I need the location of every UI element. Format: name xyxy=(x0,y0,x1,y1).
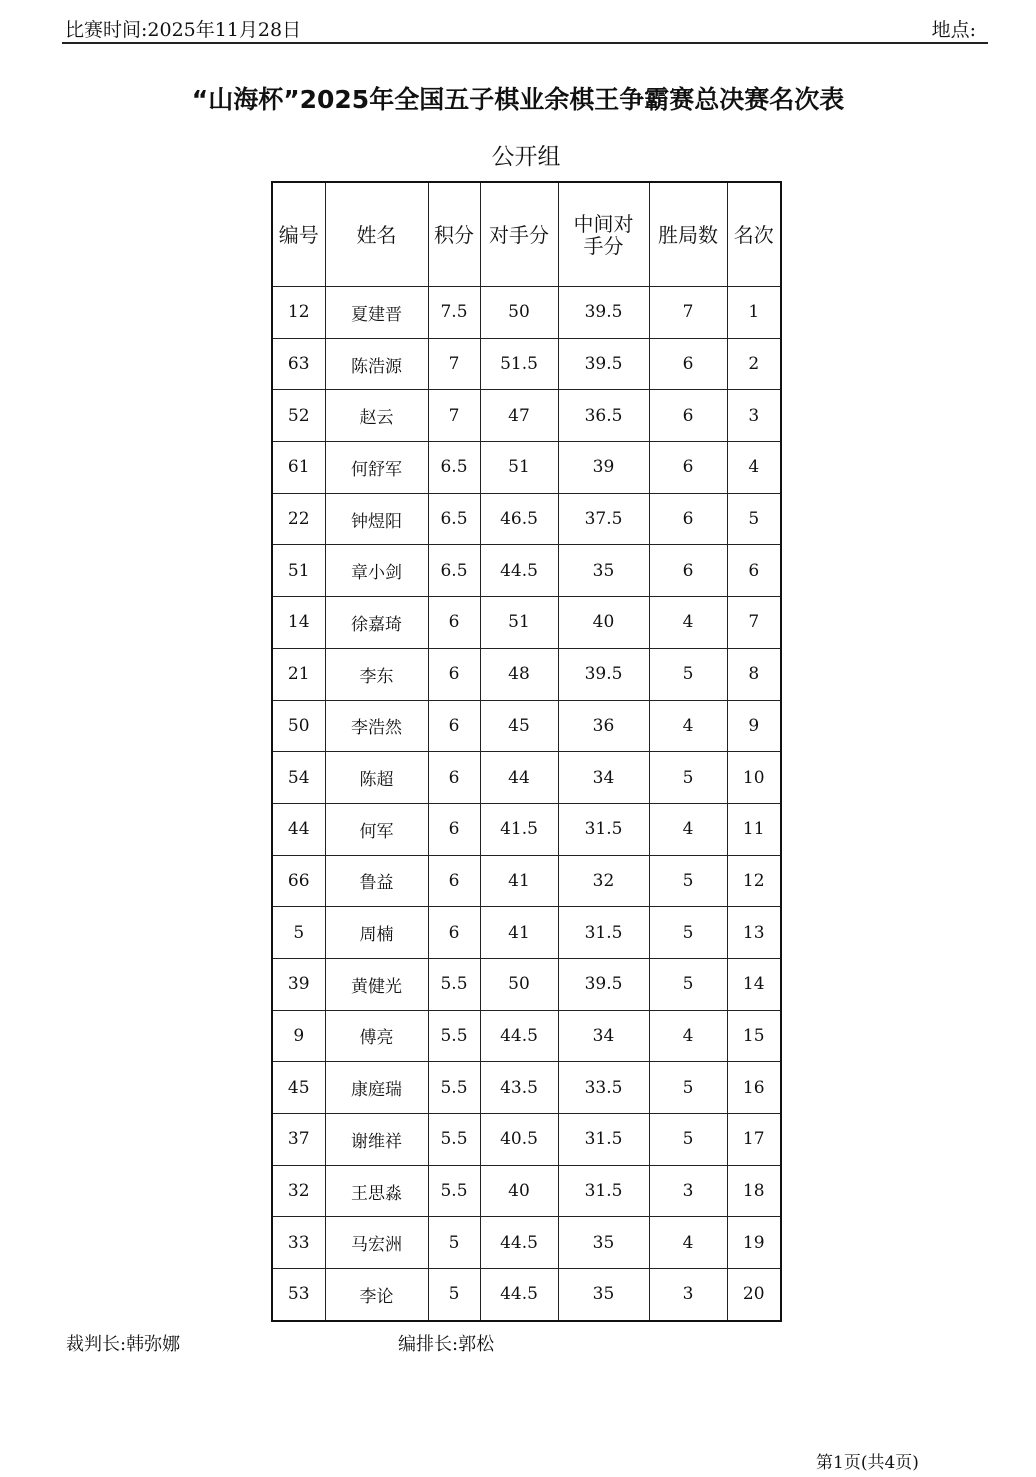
cell-median-opponent-score: 35 xyxy=(558,545,649,597)
cell-rank: 4 xyxy=(727,442,781,494)
cell-opponent-score: 51 xyxy=(480,442,558,494)
cell-rank: 1 xyxy=(727,287,781,339)
cell-score: 6 xyxy=(428,803,480,855)
cell-rank: 2 xyxy=(727,338,781,390)
table-row xyxy=(272,545,781,597)
table-row xyxy=(272,958,781,1010)
cell-wins: 4 xyxy=(649,1010,727,1062)
cell-rank: 7 xyxy=(727,597,781,649)
cell-name: 李论 xyxy=(325,1269,428,1321)
cell-score: 6.5 xyxy=(428,493,480,545)
cell-name: 夏建晋 xyxy=(325,287,428,339)
page-header xyxy=(62,12,988,44)
cell-name: 谢维祥 xyxy=(325,1114,428,1166)
table-row xyxy=(272,752,781,804)
cell-median-opponent-score: 31.5 xyxy=(558,803,649,855)
cell-number: 53 xyxy=(272,1269,325,1321)
cell-name: 李浩然 xyxy=(325,700,428,752)
cell-score: 6 xyxy=(428,907,480,959)
table-row xyxy=(272,442,781,494)
cell-name: 陈浩源 xyxy=(325,338,428,390)
cell-score: 5.5 xyxy=(428,1062,480,1114)
table-row xyxy=(272,1217,781,1269)
cell-score: 6 xyxy=(428,752,480,804)
cell-number: 66 xyxy=(272,855,325,907)
cell-opponent-score: 41.5 xyxy=(480,803,558,855)
table-row xyxy=(272,1114,781,1166)
cell-wins: 5 xyxy=(649,958,727,1010)
match-location: 地点: xyxy=(931,19,976,41)
cell-name: 鲁益 xyxy=(325,855,428,907)
cell-score: 5 xyxy=(428,1217,480,1269)
cell-opponent-score: 45 xyxy=(480,700,558,752)
cell-median-opponent-score: 33.5 xyxy=(558,1062,649,1114)
table-row xyxy=(272,493,781,545)
cell-opponent-score: 48 xyxy=(480,648,558,700)
col-header-median-opponent-score xyxy=(558,182,649,287)
cell-name: 傅亮 xyxy=(325,1010,428,1062)
cell-rank: 12 xyxy=(727,855,781,907)
cell-score: 7 xyxy=(428,390,480,442)
cell-score: 6.5 xyxy=(428,545,480,597)
col-header-rank: 名次 xyxy=(727,182,781,287)
cell-wins: 5 xyxy=(649,907,727,959)
cell-wins: 5 xyxy=(649,648,727,700)
cell-median-opponent-score: 39.5 xyxy=(558,648,649,700)
cell-number: 14 xyxy=(272,597,325,649)
cell-rank: 9 xyxy=(727,700,781,752)
match-date: 比赛时间:2025年11月28日 xyxy=(65,19,302,41)
cell-name: 钟煜阳 xyxy=(325,493,428,545)
table-row xyxy=(272,700,781,752)
cell-rank: 17 xyxy=(727,1114,781,1166)
col-header-score: 积分 xyxy=(428,182,480,287)
cell-name: 马宏洲 xyxy=(325,1217,428,1269)
cell-median-opponent-score: 40 xyxy=(558,597,649,649)
cell-number: 33 xyxy=(272,1217,325,1269)
cell-opponent-score: 43.5 xyxy=(480,1062,558,1114)
cell-score: 5 xyxy=(428,1269,480,1321)
cell-opponent-score: 51.5 xyxy=(480,338,558,390)
cell-wins: 7 xyxy=(649,287,727,339)
chief-referee: 裁判长:韩弥娜 xyxy=(66,1334,181,1355)
cell-median-opponent-score: 35 xyxy=(558,1269,649,1321)
cell-wins: 3 xyxy=(649,1269,727,1321)
table-row xyxy=(272,855,781,907)
cell-number: 22 xyxy=(272,493,325,545)
cell-median-opponent-score: 31.5 xyxy=(558,907,649,959)
cell-number: 21 xyxy=(272,648,325,700)
cell-median-opponent-score: 35 xyxy=(558,1217,649,1269)
table-row xyxy=(272,287,781,339)
cell-score: 5.5 xyxy=(428,1114,480,1166)
cell-median-opponent-score: 36 xyxy=(558,700,649,752)
cell-number: 54 xyxy=(272,752,325,804)
cell-opponent-score: 41 xyxy=(480,855,558,907)
table-row xyxy=(272,1269,781,1321)
cell-median-opponent-score: 39.5 xyxy=(558,287,649,339)
cell-number: 39 xyxy=(272,958,325,1010)
cell-wins: 4 xyxy=(649,700,727,752)
cell-score: 7 xyxy=(428,338,480,390)
cell-rank: 18 xyxy=(727,1165,781,1217)
cell-wins: 5 xyxy=(649,1062,727,1114)
cell-name: 章小剑 xyxy=(325,545,428,597)
cell-rank: 3 xyxy=(727,390,781,442)
table-row xyxy=(272,338,781,390)
cell-name: 康庭瑞 xyxy=(325,1062,428,1114)
cell-score: 6 xyxy=(428,597,480,649)
cell-rank: 14 xyxy=(727,958,781,1010)
cell-rank: 19 xyxy=(727,1217,781,1269)
cell-score: 6 xyxy=(428,648,480,700)
col-header-name: 姓名 xyxy=(325,182,428,287)
cell-score: 6.5 xyxy=(428,442,480,494)
cell-rank: 13 xyxy=(727,907,781,959)
cell-opponent-score: 44.5 xyxy=(480,1010,558,1062)
chief-arranger: 编排长:郭松 xyxy=(398,1334,495,1355)
cell-number: 61 xyxy=(272,442,325,494)
cell-score: 5.5 xyxy=(428,958,480,1010)
cell-median-opponent-score: 34 xyxy=(558,1010,649,1062)
cell-opponent-score: 44.5 xyxy=(480,545,558,597)
cell-rank: 5 xyxy=(727,493,781,545)
cell-rank: 16 xyxy=(727,1062,781,1114)
cell-median-opponent-score: 31.5 xyxy=(558,1114,649,1166)
cell-wins: 5 xyxy=(649,855,727,907)
cell-median-opponent-score: 36.5 xyxy=(558,390,649,442)
cell-name: 徐嘉琦 xyxy=(325,597,428,649)
col-header-number: 编号 xyxy=(272,182,325,287)
table-row xyxy=(272,1165,781,1217)
cell-opponent-score: 44.5 xyxy=(480,1269,558,1321)
cell-median-opponent-score: 39.5 xyxy=(558,958,649,1010)
col-header-wins: 胜局数 xyxy=(649,182,727,287)
table-row xyxy=(272,597,781,649)
cell-wins: 6 xyxy=(649,338,727,390)
cell-score: 6 xyxy=(428,700,480,752)
table-header-row xyxy=(272,182,781,287)
cell-score: 7.5 xyxy=(428,287,480,339)
cell-name: 何军 xyxy=(325,803,428,855)
cell-median-opponent-score: 32 xyxy=(558,855,649,907)
cell-wins: 5 xyxy=(649,752,727,804)
cell-rank: 15 xyxy=(727,1010,781,1062)
cell-wins: 6 xyxy=(649,442,727,494)
cell-opponent-score: 40 xyxy=(480,1165,558,1217)
cell-number: 63 xyxy=(272,338,325,390)
table-row xyxy=(272,803,781,855)
cell-opponent-score: 50 xyxy=(480,958,558,1010)
cell-score: 6 xyxy=(428,855,480,907)
cell-opponent-score: 41 xyxy=(480,907,558,959)
table-row xyxy=(272,1062,781,1114)
col-header-opponent-score: 对手分 xyxy=(480,182,558,287)
cell-number: 9 xyxy=(272,1010,325,1062)
cell-wins: 6 xyxy=(649,493,727,545)
cell-score: 5.5 xyxy=(428,1165,480,1217)
table-row xyxy=(272,907,781,959)
cell-name: 王思淼 xyxy=(325,1165,428,1217)
cell-number: 50 xyxy=(272,700,325,752)
cell-opponent-score: 44.5 xyxy=(480,1217,558,1269)
col-header-median-opponent-score-label: 中间对手分 xyxy=(573,211,634,258)
cell-wins: 4 xyxy=(649,597,727,649)
cell-wins: 4 xyxy=(649,803,727,855)
cell-median-opponent-score: 39 xyxy=(558,442,649,494)
cell-name: 李东 xyxy=(325,648,428,700)
cell-opponent-score: 46.5 xyxy=(480,493,558,545)
cell-wins: 3 xyxy=(649,1165,727,1217)
cell-number: 32 xyxy=(272,1165,325,1217)
cell-score: 5.5 xyxy=(428,1010,480,1062)
cell-number: 51 xyxy=(272,545,325,597)
cell-opponent-score: 40.5 xyxy=(480,1114,558,1166)
cell-name: 何舒军 xyxy=(325,442,428,494)
table-row xyxy=(272,390,781,442)
cell-wins: 4 xyxy=(649,1217,727,1269)
cell-rank: 8 xyxy=(727,648,781,700)
table-row xyxy=(272,648,781,700)
cell-median-opponent-score: 37.5 xyxy=(558,493,649,545)
page-number: 第1页(共4页) xyxy=(816,1453,919,1473)
table-body xyxy=(272,287,781,1321)
table-row xyxy=(272,1010,781,1062)
cell-number: 5 xyxy=(272,907,325,959)
cell-rank: 11 xyxy=(727,803,781,855)
cell-wins: 6 xyxy=(649,545,727,597)
cell-number: 12 xyxy=(272,287,325,339)
cell-median-opponent-score: 34 xyxy=(558,752,649,804)
cell-wins: 6 xyxy=(649,390,727,442)
group-title: 公开组 xyxy=(491,144,561,170)
cell-opponent-score: 50 xyxy=(480,287,558,339)
cell-opponent-score: 44 xyxy=(480,752,558,804)
cell-name: 陈超 xyxy=(325,752,428,804)
cell-wins: 5 xyxy=(649,1114,727,1166)
cell-median-opponent-score: 31.5 xyxy=(558,1165,649,1217)
cell-number: 37 xyxy=(272,1114,325,1166)
cell-rank: 10 xyxy=(727,752,781,804)
cell-median-opponent-score: 39.5 xyxy=(558,338,649,390)
cell-number: 45 xyxy=(272,1062,325,1114)
cell-number: 44 xyxy=(272,803,325,855)
cell-name: 周楠 xyxy=(325,907,428,959)
page-title: “山海杯”2025年全国五子棋业余棋王争霸赛总决赛名次表 xyxy=(191,85,845,114)
cell-opponent-score: 47 xyxy=(480,390,558,442)
cell-rank: 6 xyxy=(727,545,781,597)
cell-rank: 20 xyxy=(727,1269,781,1321)
cell-number: 52 xyxy=(272,390,325,442)
cell-name: 赵云 xyxy=(325,390,428,442)
cell-opponent-score: 51 xyxy=(480,597,558,649)
results-table xyxy=(271,181,782,1322)
cell-name: 黄健光 xyxy=(325,958,428,1010)
